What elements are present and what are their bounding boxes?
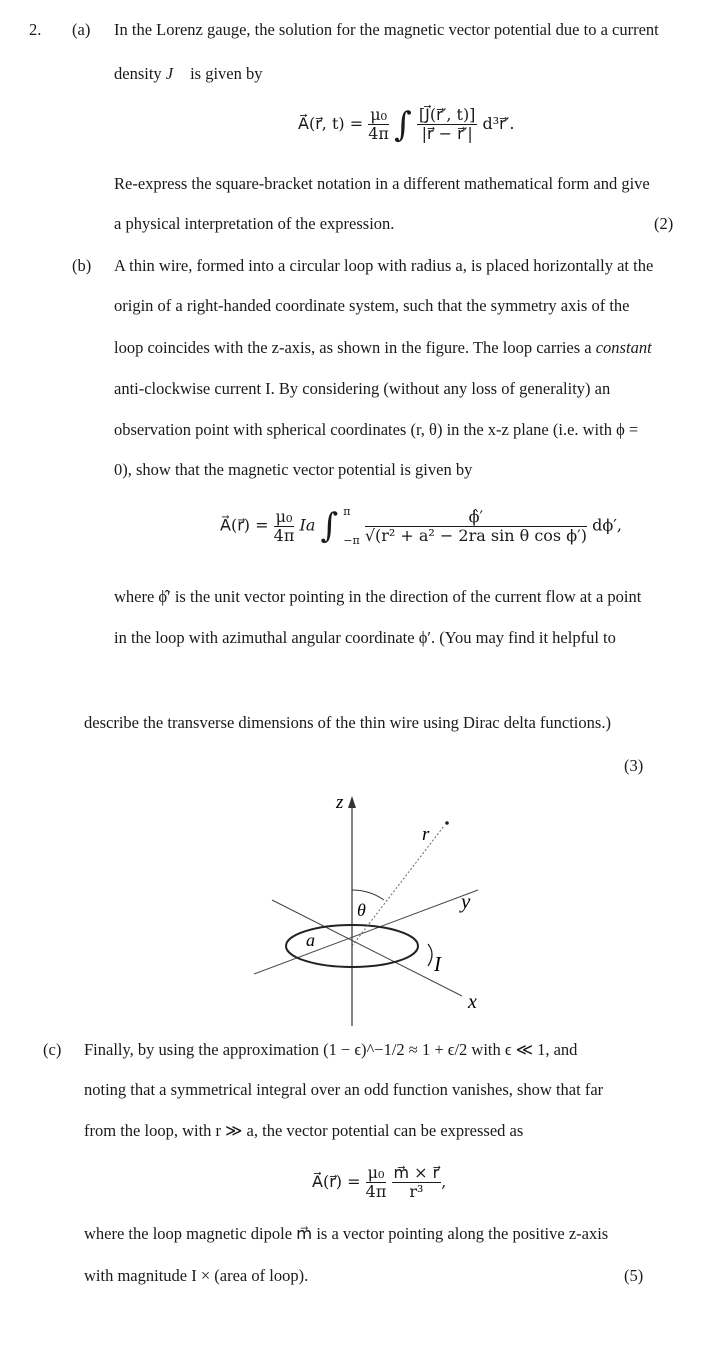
x-label: x	[468, 991, 477, 1013]
part-c-label: (c)	[43, 1040, 62, 1059]
loop-figure	[0, 780, 712, 1040]
part-a-label: (a)	[72, 20, 91, 39]
equation-c: A⃗(r⃗) = $\frac{\text{μ₀}}{4\pi}$ $\frac{m⃗ \times r⃗}{\text{r³}}$ ,	[312, 1163, 447, 1201]
position-vector-r	[352, 826, 444, 946]
part-b-line-4: anti-clockwise current I. By considering (without any loss of generality) an	[114, 379, 611, 398]
part-c-line-2: noting that a symmetrical integral over an odd function vanishes, show that far	[84, 1080, 604, 1099]
theta-arc	[352, 890, 384, 900]
part-c-line-4: where the loop magnetic dipole m⃗ is a vector pointing along the positive z-axis	[84, 1224, 609, 1243]
part-a-line-1: In the Lorenz gauge, the solution for the magnetic vector potential due to a current	[114, 20, 659, 39]
part-c-marks: (5)	[624, 1266, 644, 1285]
z-label: z	[336, 792, 344, 813]
part-b-marks: (3)	[624, 756, 644, 775]
radius-label: a	[306, 930, 315, 950]
observation-point	[445, 821, 449, 825]
current-label: I	[434, 952, 441, 976]
part-a-line-2: density J⃗ is given by	[114, 64, 263, 83]
y-label: y	[461, 889, 471, 913]
part-a-line-3: Re-express the square-bracket notation in a different mathematical form and give	[114, 174, 650, 193]
z-axis-arrow	[348, 796, 356, 808]
part-b-label: (b)	[72, 256, 92, 275]
question-number: 2.	[29, 20, 42, 39]
part-b-line-6: 0), show that the magnetic vector potential is given by	[114, 460, 473, 479]
part-c-line-1: Finally, by using the approximation (1 − ϵ)^−1/2 ≈ 1 + ϵ/2 with ϵ ≪ 1, and	[84, 1040, 578, 1059]
equation-b: A⃗(r⃗) = $\frac{\text{μ₀}}{4\pi}$ Ia ∫ π −π $\frac{\phî'}{\text{√(r² + a² − 2ra sin θ cos ϕ′)}}$ dϕ′,	[220, 505, 622, 547]
part-b-line-1: A thin wire, formed into a circular loop with radius a, is placed horizontally at the	[114, 256, 654, 275]
y-axis	[254, 890, 478, 974]
part-a-line-4: a physical interpretation of the expression.	[114, 214, 395, 233]
part-b-line-9: describe the transverse dimensions of the thin wire using Dirac delta functions.)	[84, 713, 611, 732]
part-c-line-5: with magnitude I × (area of loop).	[84, 1266, 309, 1285]
current-arrow	[428, 944, 432, 966]
part-b-line-7: where ϕ̂′ is the unit vector pointing in the direction of the current flow at a point	[114, 587, 642, 606]
part-c-line-3: from the loop, with r ≫ a, the vector potential can be expressed as	[84, 1121, 524, 1140]
part-a-marks: (2)	[654, 214, 674, 233]
x-axis	[272, 900, 462, 996]
equation-a: A⃗(r⃗, t) = $\frac{\text{μ₀}}{4\pi}$ ∫ $\frac{[J⃗(r⃗', t)]}{|r⃗ - r⃗'|}$ d³r⃗′.	[298, 104, 515, 145]
part-b-line-2: origin of a right-handed coordinate system, such that the symmetry axis of the	[114, 296, 630, 315]
r-label: r	[422, 824, 430, 845]
part-b-line-5: observation point with spherical coordinates (r, θ) in the x-z plane (i.e. with ϕ =	[114, 420, 639, 439]
part-b-line-8: in the loop with azimuthal angular coordinate ϕ′. (You may find it helpful to	[114, 628, 616, 647]
part-b-line-3: loop coincides with the z-axis, as shown in the figure. The loop carries a constant	[114, 338, 652, 357]
theta-label: θ	[357, 900, 366, 920]
